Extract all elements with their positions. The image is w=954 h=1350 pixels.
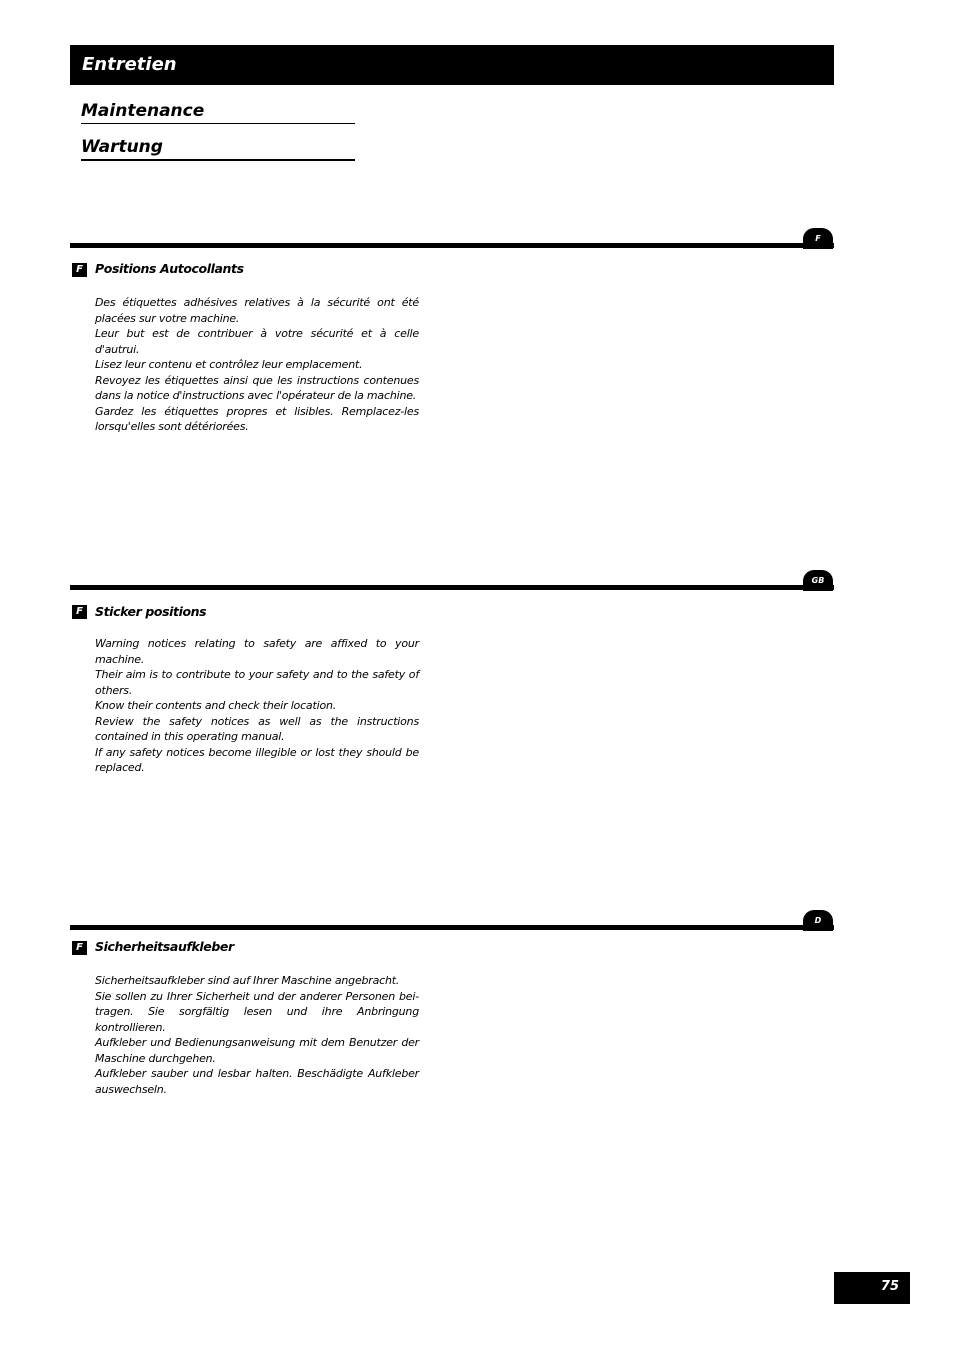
body-line: Lisez leur contenu et contrôlez leur emplacement. (95, 358, 363, 371)
section-title-sticker-positions: Sticker positions (95, 604, 207, 619)
section-divider (70, 585, 834, 590)
page-number: 75 (834, 1272, 910, 1304)
language-tab-gb: GB (803, 570, 833, 591)
body-line: Leur but est de contribuer à votre sécurité et à celle d'autrui. (95, 327, 419, 356)
section-marker: F (72, 605, 87, 619)
language-tab-f: F (803, 228, 833, 249)
section-body-gb (95, 636, 419, 776)
section-divider (70, 925, 834, 930)
page-title: Entretien (82, 54, 177, 75)
body-line: Aufkleber und Bedienungsanweisung mit dem Benutzer der Maschine durchgehen. (95, 1036, 419, 1065)
body-line: Revoyez les étiquettes ainsi que les instructions contenues dans la notice d'instructions avec l'opérateur de la machine. (95, 373, 419, 402)
subtitle-wartung: Wartung (81, 136, 355, 161)
body-line: Sie sollen zu Ihrer Sicherheit und der anderer Personen bei-tragen. Sie sorgfältig lesen und ihre Anbringung kontrollieren. (95, 989, 419, 1034)
section-marker: F (72, 941, 87, 955)
body-line: Know their contents and check their location. (95, 699, 337, 712)
body-line: Des étiquettes adhésives relatives à la sécurité ont été placées sur votre machine. (95, 296, 419, 325)
body-line: Warning notices relating to safety are affixed to your machine. (95, 637, 419, 666)
page-header-bar (70, 45, 834, 85)
section-body-de (95, 973, 419, 1097)
body-line: Review the safety notices as well as the instructions contained in this operating manual. (95, 714, 419, 743)
section-title-positions-autocollants: Positions Autocollants (95, 261, 244, 276)
language-tab-d: D (803, 910, 833, 931)
body-line: Their aim is to contribute to your safety and to the safety of others. (95, 668, 419, 697)
body-line: If any safety notices become illegible or lost they should be replaced. (95, 745, 419, 774)
body-line: Aufkleber sauber und lesbar halten. Beschädigte Aufkleber auswechseln. (95, 1067, 419, 1096)
section-body-fr (95, 295, 419, 435)
body-line: Gardez les étiquettes propres et lisibles. Remplacez-les lorsqu'elles sont détériorées. (95, 404, 419, 433)
subtitle-maintenance: Maintenance (81, 100, 355, 124)
section-marker: F (72, 263, 87, 277)
section-title-sicherheitsaufkleber: Sicherheitsaufkleber (95, 939, 234, 954)
body-line: Sicherheitsaufkleber sind auf Ihrer Maschine angebracht. (95, 974, 400, 987)
section-divider (70, 243, 834, 248)
